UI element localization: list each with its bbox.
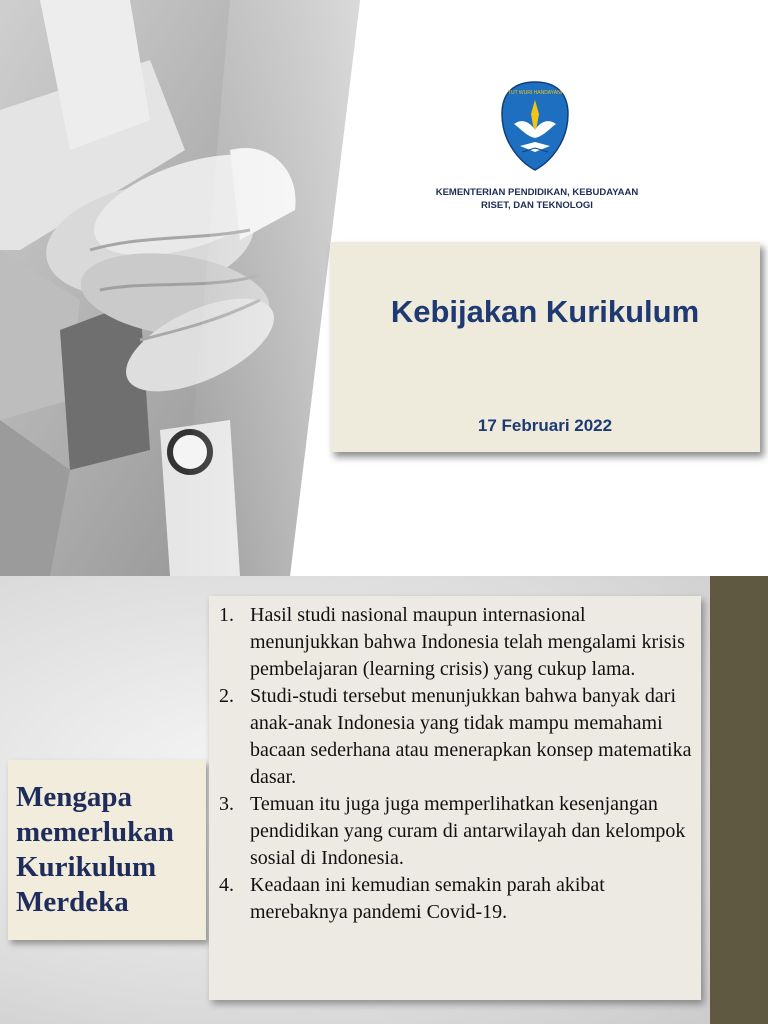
item-number: 3.: [219, 793, 234, 815]
item-text: Keadaan ini kemudian semakin parah akibat merebaknya pandemi Covid-19.: [250, 874, 605, 923]
list-item: [219, 872, 693, 926]
list-item: [219, 791, 693, 872]
heading-line: Mengapa: [16, 781, 132, 813]
list-item: [219, 602, 693, 683]
ministry-name: [400, 186, 674, 212]
heading-line: memerlukan: [16, 816, 174, 848]
heading-line: Kurikulum: [16, 851, 157, 883]
item-text: Studi-studi tersebut menunjukkan bahwa banyak dari anak-anak Indonesia yang tidak mampu memahami bacaan sederhana atau menerapkan konsep matematika dasar.: [250, 685, 692, 788]
item-number: 4.: [219, 874, 234, 896]
ministry-line-1: KEMENTERIAN PENDIDIKAN, KEBUDAYAAN: [435, 187, 639, 198]
logo-motto: TUT WURI HANDAYANI: [507, 90, 563, 96]
tut-wuri-handayani-logo: [500, 80, 570, 172]
item-text: Hasil studi nasional maupun internasional menunjukkan bahwa Indonesia telah mengalami krisis pembelajaran (learning crisis) yang cukup lama.: [250, 604, 685, 680]
reasons-list: [219, 602, 693, 926]
list-item: [219, 683, 693, 791]
slide-date: 17 Februari 2022: [477, 416, 613, 435]
item-text: Temuan itu juga juga memperlihatkan kesenjangan pendidikan yang curam di antarwilayah dan kelompok sosial di Indonesia.: [250, 793, 686, 869]
slide-heading: [16, 780, 206, 920]
reasons-slide: [0, 576, 768, 1024]
item-number: 2.: [219, 685, 234, 707]
content-box: [209, 596, 701, 1000]
decorative-side-bar: [710, 576, 768, 1024]
heading-line: Merdeka: [16, 886, 129, 918]
ministry-line-2: RISET, DAN TEKNOLOGI: [481, 200, 593, 211]
slide-title: Kebijakan Kurikulum: [390, 294, 700, 329]
item-number: 1.: [219, 604, 234, 626]
heading-box: [8, 760, 206, 940]
title-box: [330, 242, 760, 452]
